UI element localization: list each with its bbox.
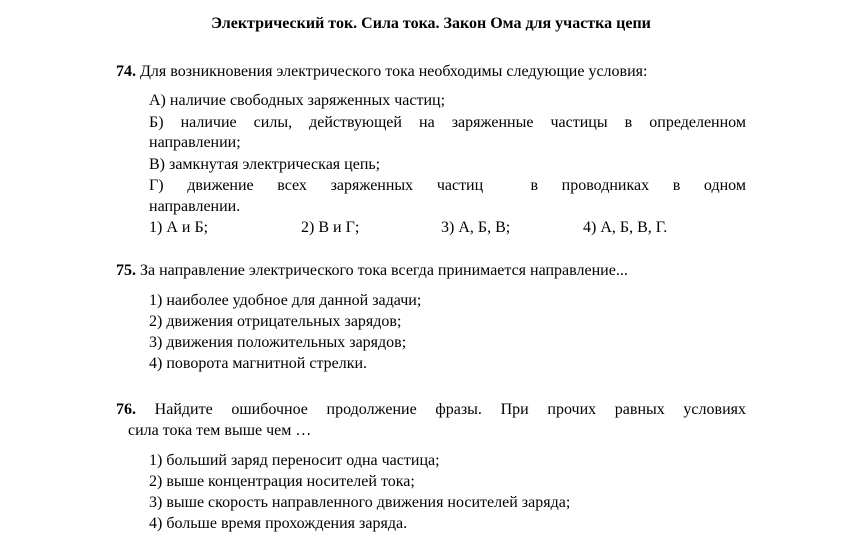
question-75	[116, 261, 628, 281]
answer-75-3: 3) движения положительных зарядов;	[149, 334, 407, 351]
answer-74-2: 2) В и Г;	[301, 219, 360, 236]
answer-76-3: 3) выше скорость направленного движения носителей заряда;	[149, 494, 571, 511]
question-text: За направление электрического тока всегда принимается направление...	[140, 262, 628, 279]
question-76	[116, 400, 746, 420]
answer-76-2: 2) выше концентрация носителей тока;	[149, 473, 415, 490]
question-76-continuation: сила тока тем выше чем …	[128, 422, 312, 439]
answer-76-4: 4) больше время прохождения заряда.	[149, 515, 408, 532]
answer-75-1: 1) наиболее удобное для данной задачи;	[149, 292, 422, 309]
document-title: Электрический ток. Сила тока. Закон Ома для участка цепи	[211, 15, 651, 32]
answer-75-4: 4) поворота магнитной стрелки.	[149, 355, 368, 372]
condition-b-continuation: направлении;	[149, 134, 241, 151]
condition-g: Г) движение всех заряженных частиц в проводниках в одном	[149, 177, 746, 194]
question-number: 74.	[116, 63, 136, 80]
question-text-line-1: Найдите ошибочное продолжение фразы. При прочих равных условиях	[154, 401, 746, 418]
condition-b: Б) наличие силы, действующей на заряженные частицы в определенном	[149, 114, 746, 131]
answer-76-1: 1) больший заряд переносит одна частица;	[149, 452, 440, 469]
question-number: 76.	[116, 401, 136, 418]
answer-74-1: 1) А и Б;	[149, 219, 209, 236]
question-text: Для возникновения электрического тока необходимы следующие условия:	[140, 63, 648, 80]
condition-g-continuation: направлении.	[149, 198, 241, 215]
question-number: 75.	[116, 262, 136, 279]
condition-a: А) наличие свободных заряженных частиц;	[149, 92, 446, 109]
question-74	[116, 62, 647, 82]
answer-75-2: 2) движения отрицательных зарядов;	[149, 313, 402, 330]
answer-74-4: 4) А, Б, В, Г.	[583, 219, 668, 236]
condition-v: В) замкнутая электрическая цепь;	[149, 156, 381, 173]
answer-74-3: 3) А, Б, В;	[441, 219, 511, 236]
